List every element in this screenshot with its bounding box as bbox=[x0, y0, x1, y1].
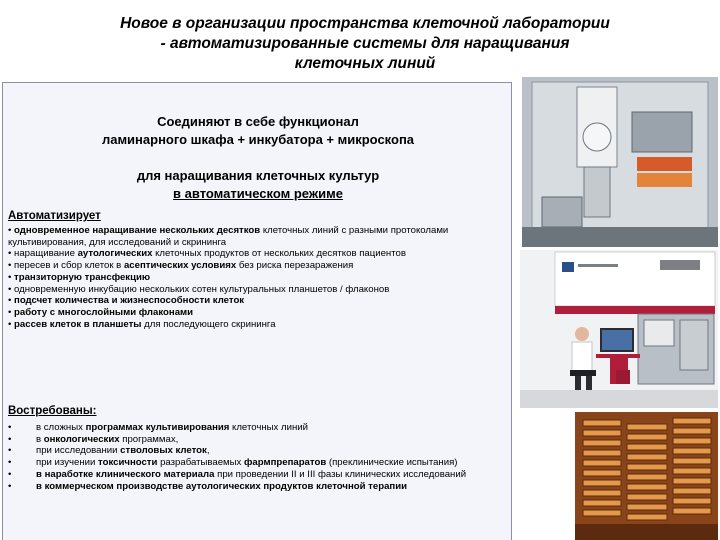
intro-line-4: в автоматическом режиме bbox=[173, 186, 343, 201]
title-line-3: клеточных линий bbox=[294, 55, 436, 72]
list-item: • в онкологических программах, bbox=[8, 433, 179, 445]
robot-arm-illustration bbox=[522, 77, 718, 247]
title-line-2: - автоматизированные системы для наращивания bbox=[160, 35, 570, 52]
list-item: • при изучении токсичности разрабатываемых фармпрепаратов (преклинические испытания) bbox=[8, 457, 458, 469]
automates-list bbox=[8, 225, 503, 330]
intro-block bbox=[3, 113, 513, 203]
list-item: • пересев и сбор клеток в асептических условиях без риска перезаражения bbox=[8, 260, 354, 272]
intro-line-1: Соединяют в себе функционал bbox=[157, 114, 359, 129]
list-item: • в коммерческом производстве аутологических продуктов клеточной терапии bbox=[8, 480, 408, 492]
list-item: • одновременную инкубацию нескольких сотен культуральных планшетов / флаконов bbox=[8, 283, 390, 295]
list-item: • в сложных программах культивирования клеточных линий bbox=[8, 422, 308, 433]
title-line-1: Новое в организации пространства клеточной лаборатории bbox=[120, 15, 610, 32]
culture-system-illustration bbox=[520, 250, 718, 408]
list-item: • работу с многослойными флаконами bbox=[8, 306, 194, 318]
list-item: • наращивание аутологических клеточных продуктов от нескольких десятков пациентов bbox=[8, 248, 406, 260]
system-operator-photo bbox=[520, 250, 718, 408]
automates-heading: Автоматизирует bbox=[8, 210, 101, 222]
slide-title bbox=[95, 14, 635, 74]
list-item: • в наработке клинического материала при проведении II и III фазы клинических исследований bbox=[8, 468, 467, 480]
demanded-heading: Востребованы: bbox=[8, 405, 97, 417]
demanded-list bbox=[8, 422, 508, 492]
list-item: • подсчет количества и жизнеспособности клеток bbox=[8, 295, 245, 307]
list-item: • транзиторную трансфекцию bbox=[8, 271, 151, 283]
list-item: • рассев клеток в планшеты для последующего скрининга bbox=[8, 318, 276, 330]
multilayer-flasks-photo bbox=[575, 412, 718, 540]
list-item: • при исследовании стволовых клеток, bbox=[8, 445, 210, 457]
list-item: • одновременное наращивание нескольких десятков клеточных линий с разными протоколами культивирования, для исследований и скрининга bbox=[8, 225, 449, 248]
content-panel bbox=[2, 82, 512, 540]
lab-automation-photo bbox=[522, 77, 718, 247]
flask-stack-illustration bbox=[575, 412, 718, 540]
intro-line-2: ламинарного шкафа + инкубатора + микроскопа bbox=[101, 132, 415, 147]
intro-line-3: для наращивания клеточных культур bbox=[136, 168, 380, 183]
